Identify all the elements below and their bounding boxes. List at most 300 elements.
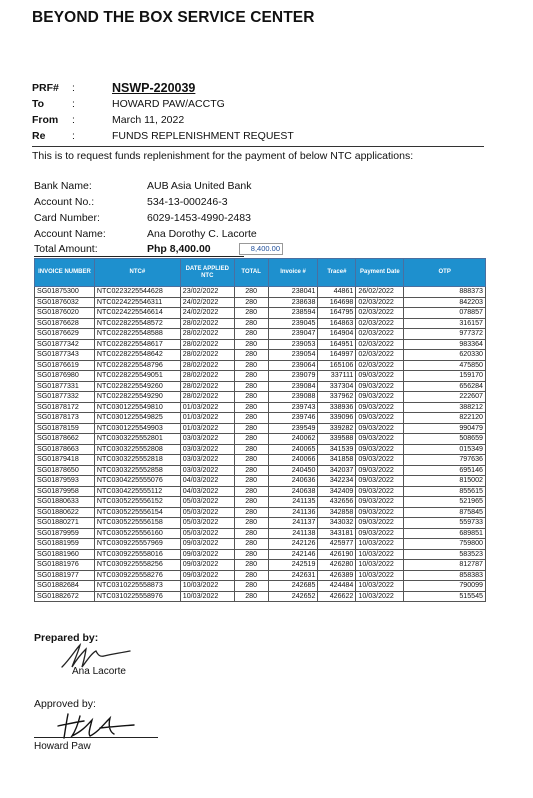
otp-cell: 388212 bbox=[404, 402, 486, 413]
otp-cell: 015349 bbox=[404, 444, 486, 455]
invoice-number-cell: SG01876020 bbox=[35, 308, 95, 319]
otp-cell: 822120 bbox=[404, 413, 486, 424]
total-cell: 280 bbox=[234, 465, 268, 476]
otp-cell: 078857 bbox=[404, 308, 486, 319]
invoice-number-cell: SG01882684 bbox=[35, 581, 95, 592]
invoice-number-cell: SG01880271 bbox=[35, 518, 95, 529]
memo-colon: : bbox=[72, 82, 75, 94]
invoice-num-cell: 239088 bbox=[268, 392, 318, 403]
trace-number-cell: 164904 bbox=[318, 329, 356, 340]
payment-date-cell: 09/03/2022 bbox=[356, 371, 404, 382]
table-header-row bbox=[35, 259, 486, 287]
total-cell: 280 bbox=[234, 350, 268, 361]
date-applied-cell: 10/03/2022 bbox=[180, 591, 234, 602]
trace-number-cell: 337111 bbox=[318, 371, 356, 382]
col-header: INVOICE NUMBER bbox=[35, 259, 95, 287]
invoice-num-cell: 238638 bbox=[268, 297, 318, 308]
payment-date-cell: 09/03/2022 bbox=[356, 497, 404, 508]
col-header: Trace# bbox=[318, 259, 356, 287]
ntc-number-cell: NTC0228225549051 bbox=[94, 371, 180, 382]
bank-value: Ana Dorothy C. Lacorte bbox=[147, 228, 257, 240]
invoice-number-cell: SG01878159 bbox=[35, 423, 95, 434]
bank-label: Account No.: bbox=[34, 196, 95, 208]
payment-date-cell: 02/03/2022 bbox=[356, 329, 404, 340]
prf-number: NSWP-220039 bbox=[112, 81, 196, 95]
total-cell: 280 bbox=[234, 455, 268, 466]
date-applied-cell: 03/03/2022 bbox=[180, 444, 234, 455]
trace-number-cell: 432656 bbox=[318, 497, 356, 508]
table-row bbox=[35, 350, 486, 361]
invoice-num-cell: 238594 bbox=[268, 308, 318, 319]
otp-cell: 855615 bbox=[404, 486, 486, 497]
payment-date-cell: 02/03/2022 bbox=[356, 350, 404, 361]
date-applied-cell: 09/03/2022 bbox=[180, 549, 234, 560]
invoice-num-cell: 239549 bbox=[268, 423, 318, 434]
payment-date-cell: 09/03/2022 bbox=[356, 444, 404, 455]
memo-colon: : bbox=[72, 98, 75, 110]
date-applied-cell: 24/02/2022 bbox=[180, 297, 234, 308]
total-cell: 280 bbox=[234, 518, 268, 529]
memo-row-from bbox=[32, 112, 294, 128]
payment-date-cell: 09/03/2022 bbox=[356, 528, 404, 539]
invoice-number-cell: SG01878662 bbox=[35, 434, 95, 445]
ntc-number-cell: NTC0228225548572 bbox=[94, 318, 180, 329]
prepared-by-name: Ana Lacorte bbox=[72, 666, 126, 677]
date-applied-cell: 05/03/2022 bbox=[180, 497, 234, 508]
trace-number-cell: 341539 bbox=[318, 444, 356, 455]
total-divider bbox=[34, 256, 244, 257]
payment-date-cell: 26/02/2022 bbox=[356, 287, 404, 298]
table-row bbox=[35, 507, 486, 518]
otp-cell: 515545 bbox=[404, 591, 486, 602]
invoice-number-cell: SG01876628 bbox=[35, 318, 95, 329]
invoice-num-cell: 239743 bbox=[268, 402, 318, 413]
invoice-number-cell: SG01879959 bbox=[35, 528, 95, 539]
total-cell: 280 bbox=[234, 560, 268, 571]
trace-number-cell: 426280 bbox=[318, 560, 356, 571]
date-applied-cell: 05/03/2022 bbox=[180, 528, 234, 539]
ntc-number-cell: NTC0301225549810 bbox=[94, 402, 180, 413]
invoice-num-cell: 241135 bbox=[268, 497, 318, 508]
bank-label: Bank Name: bbox=[34, 180, 92, 192]
memo-row-re bbox=[32, 128, 294, 144]
invoice-num-cell: 240065 bbox=[268, 444, 318, 455]
total-value: Php 8,400.00 bbox=[147, 243, 211, 255]
otp-cell: 316157 bbox=[404, 318, 486, 329]
invoice-num-cell: 239054 bbox=[268, 350, 318, 361]
invoice-num-cell: 239746 bbox=[268, 413, 318, 424]
table-row bbox=[35, 392, 486, 403]
table-row bbox=[35, 560, 486, 571]
trace-number-cell: 339096 bbox=[318, 413, 356, 424]
table-row bbox=[35, 329, 486, 340]
date-applied-cell: 28/02/2022 bbox=[180, 392, 234, 403]
invoice-number-cell: SG01881959 bbox=[35, 539, 95, 550]
table-row bbox=[35, 528, 486, 539]
invoice-number-cell: SG01881976 bbox=[35, 560, 95, 571]
col-header: NTC# bbox=[94, 259, 180, 287]
memo-colon: : bbox=[72, 114, 75, 126]
table-row bbox=[35, 297, 486, 308]
invoice-num-cell: 239079 bbox=[268, 371, 318, 382]
ntc-number-cell: NTC0309225557969 bbox=[94, 539, 180, 550]
bank-value: AUB Asia United Bank bbox=[147, 180, 252, 192]
ntc-number-cell: NTC0310225558873 bbox=[94, 581, 180, 592]
otp-cell: 977372 bbox=[404, 329, 486, 340]
otp-cell: 812787 bbox=[404, 560, 486, 571]
ntc-number-cell: NTC0228225548588 bbox=[94, 329, 180, 340]
table-row bbox=[35, 581, 486, 592]
invoice-number-cell: SG01879593 bbox=[35, 476, 95, 487]
invoice-num-cell: 239064 bbox=[268, 360, 318, 371]
col-header: TOTAL bbox=[234, 259, 268, 287]
total-cell: 280 bbox=[234, 339, 268, 350]
date-applied-cell: 09/03/2022 bbox=[180, 539, 234, 550]
total-cell: 280 bbox=[234, 297, 268, 308]
bank-row bbox=[34, 178, 257, 194]
otp-cell: 559733 bbox=[404, 518, 486, 529]
table-row bbox=[35, 381, 486, 392]
trace-number-cell: 342858 bbox=[318, 507, 356, 518]
invoice-number-cell: SG01875300 bbox=[35, 287, 95, 298]
invoice-number-cell: SG01877331 bbox=[35, 381, 95, 392]
otp-cell: 759800 bbox=[404, 539, 486, 550]
memo-label: From bbox=[32, 114, 59, 126]
invoice-number-cell: SG01879418 bbox=[35, 455, 95, 466]
table-row bbox=[35, 423, 486, 434]
company-name: BEYOND THE BOX SERVICE CENTER bbox=[32, 9, 315, 26]
date-applied-cell: 01/03/2022 bbox=[180, 423, 234, 434]
invoice-number-cell: SG01878173 bbox=[35, 413, 95, 424]
trace-number-cell: 164863 bbox=[318, 318, 356, 329]
total-cell: 280 bbox=[234, 308, 268, 319]
trace-number-cell: 425977 bbox=[318, 539, 356, 550]
bank-row bbox=[34, 194, 257, 210]
ntc-number-cell: NTC0303225552858 bbox=[94, 465, 180, 476]
date-applied-cell: 28/02/2022 bbox=[180, 339, 234, 350]
invoice-num-cell: 239053 bbox=[268, 339, 318, 350]
approved-by-name: Howard Paw bbox=[34, 741, 91, 752]
payment-date-cell: 09/03/2022 bbox=[356, 476, 404, 487]
trace-number-cell: 426389 bbox=[318, 570, 356, 581]
date-applied-cell: 09/03/2022 bbox=[180, 560, 234, 571]
payment-date-cell: 09/03/2022 bbox=[356, 402, 404, 413]
approved-by-label: Approved by: bbox=[34, 698, 96, 710]
memo-label: To bbox=[32, 98, 45, 110]
date-applied-cell: 03/03/2022 bbox=[180, 465, 234, 476]
total-cell: 8,400.00 bbox=[239, 243, 283, 255]
invoice-num-cell: 238041 bbox=[268, 287, 318, 298]
trace-number-cell: 164698 bbox=[318, 297, 356, 308]
payment-date-cell: 09/03/2022 bbox=[356, 518, 404, 529]
ntc-number-cell: NTC0303225552818 bbox=[94, 455, 180, 466]
table-row bbox=[35, 476, 486, 487]
invoice-num-cell: 242631 bbox=[268, 570, 318, 581]
ntc-number-cell: NTC0310225558976 bbox=[94, 591, 180, 602]
ntc-number-cell: NTC0305225556154 bbox=[94, 507, 180, 518]
total-amount bbox=[34, 242, 283, 256]
ntc-table bbox=[34, 258, 486, 602]
date-applied-cell: 03/03/2022 bbox=[180, 455, 234, 466]
otp-cell: 815002 bbox=[404, 476, 486, 487]
invoice-number-cell: SG01882672 bbox=[35, 591, 95, 602]
approved-by-signature bbox=[54, 710, 144, 740]
trace-number-cell: 337304 bbox=[318, 381, 356, 392]
memo-label: Re bbox=[32, 130, 46, 142]
date-applied-cell: 04/03/2022 bbox=[180, 476, 234, 487]
trace-number-cell: 426190 bbox=[318, 549, 356, 560]
invoice-number-cell: SG01878650 bbox=[35, 465, 95, 476]
invoice-number-cell: SG01876980 bbox=[35, 371, 95, 382]
table-row bbox=[35, 308, 486, 319]
payment-date-cell: 02/03/2022 bbox=[356, 318, 404, 329]
memo-row-to bbox=[32, 96, 294, 112]
otp-cell: 983364 bbox=[404, 339, 486, 350]
invoice-number-cell: SG01877343 bbox=[35, 350, 95, 361]
invoice-number-cell: SG01881977 bbox=[35, 570, 95, 581]
table-row bbox=[35, 339, 486, 350]
invoice-num-cell: 242652 bbox=[268, 591, 318, 602]
date-applied-cell: 28/02/2022 bbox=[180, 329, 234, 340]
date-applied-cell: 28/02/2022 bbox=[180, 318, 234, 329]
ntc-number-cell: NTC0224225546311 bbox=[94, 297, 180, 308]
payment-date-cell: 09/03/2022 bbox=[356, 455, 404, 466]
table-row bbox=[35, 318, 486, 329]
otp-cell: 875845 bbox=[404, 507, 486, 518]
payment-date-cell: 09/03/2022 bbox=[356, 465, 404, 476]
col-header: Invoice # bbox=[268, 259, 318, 287]
table-row bbox=[35, 549, 486, 560]
otp-cell: 475850 bbox=[404, 360, 486, 371]
trace-number-cell: 337962 bbox=[318, 392, 356, 403]
otp-cell: 656284 bbox=[404, 381, 486, 392]
trace-number-cell: 164795 bbox=[318, 308, 356, 319]
total-cell: 280 bbox=[234, 570, 268, 581]
bank-row bbox=[34, 210, 257, 226]
otp-cell: 159170 bbox=[404, 371, 486, 382]
total-cell: 280 bbox=[234, 444, 268, 455]
date-applied-cell: 01/03/2022 bbox=[180, 402, 234, 413]
col-header: Payment Date bbox=[356, 259, 404, 287]
otp-cell: 842203 bbox=[404, 297, 486, 308]
date-applied-cell: 28/02/2022 bbox=[180, 360, 234, 371]
date-applied-cell: 05/03/2022 bbox=[180, 518, 234, 529]
trace-number-cell: 342234 bbox=[318, 476, 356, 487]
invoice-number-cell: SG01877332 bbox=[35, 392, 95, 403]
memo-header bbox=[32, 80, 294, 144]
memo-to-value: HOWARD PAW/ACCTG bbox=[112, 98, 225, 110]
bank-details bbox=[34, 178, 257, 242]
total-cell: 280 bbox=[234, 434, 268, 445]
invoice-number-cell: SG01878172 bbox=[35, 402, 95, 413]
total-cell: 280 bbox=[234, 497, 268, 508]
total-cell: 280 bbox=[234, 507, 268, 518]
date-applied-cell: 28/02/2022 bbox=[180, 371, 234, 382]
otp-cell: 888373 bbox=[404, 287, 486, 298]
memo-colon: : bbox=[72, 130, 75, 142]
total-cell: 280 bbox=[234, 318, 268, 329]
date-applied-cell: 28/02/2022 bbox=[180, 381, 234, 392]
ntc-number-cell: NTC0305225556160 bbox=[94, 528, 180, 539]
invoice-num-cell: 239084 bbox=[268, 381, 318, 392]
approved-by-line bbox=[34, 737, 158, 738]
invoice-number-cell: SG01876629 bbox=[35, 329, 95, 340]
payment-date-cell: 10/03/2022 bbox=[356, 560, 404, 571]
total-cell: 280 bbox=[234, 392, 268, 403]
invoice-number-cell: SG01880633 bbox=[35, 497, 95, 508]
date-applied-cell: 10/03/2022 bbox=[180, 581, 234, 592]
ntc-number-cell: NTC0228225548617 bbox=[94, 339, 180, 350]
invoice-num-cell: 240638 bbox=[268, 486, 318, 497]
payment-date-cell: 02/03/2022 bbox=[356, 360, 404, 371]
total-label: Total Amount: bbox=[34, 243, 98, 255]
table-row bbox=[35, 434, 486, 445]
col-header: OTP bbox=[404, 259, 486, 287]
invoice-num-cell: 240062 bbox=[268, 434, 318, 445]
table-row bbox=[35, 287, 486, 298]
trace-number-cell: 164997 bbox=[318, 350, 356, 361]
trace-number-cell: 424484 bbox=[318, 581, 356, 592]
bank-label: Account Name: bbox=[34, 228, 106, 240]
ntc-number-cell: NTC0301225549825 bbox=[94, 413, 180, 424]
ntc-number-cell: NTC0228225549290 bbox=[94, 392, 180, 403]
payment-date-cell: 02/03/2022 bbox=[356, 339, 404, 350]
otp-cell: 689851 bbox=[404, 528, 486, 539]
bank-value: 6029-1453-4990-2483 bbox=[147, 212, 251, 224]
trace-number-cell: 342409 bbox=[318, 486, 356, 497]
ntc-number-cell: NTC0228225549260 bbox=[94, 381, 180, 392]
ntc-number-cell: NTC0228225548796 bbox=[94, 360, 180, 371]
table-row bbox=[35, 518, 486, 529]
ntc-number-cell: NTC0228225548642 bbox=[94, 350, 180, 361]
payment-date-cell: 09/03/2022 bbox=[356, 423, 404, 434]
col-header: DATE APPLIED NTC bbox=[180, 259, 234, 287]
invoice-number-cell: SG01876032 bbox=[35, 297, 95, 308]
table-row bbox=[35, 402, 486, 413]
invoice-num-cell: 241137 bbox=[268, 518, 318, 529]
total-cell: 280 bbox=[234, 486, 268, 497]
invoice-number-cell: SG01877342 bbox=[35, 339, 95, 350]
total-cell: 280 bbox=[234, 591, 268, 602]
payment-date-cell: 10/03/2022 bbox=[356, 591, 404, 602]
table-row bbox=[35, 455, 486, 466]
invoice-num-cell: 239045 bbox=[268, 318, 318, 329]
payment-date-cell: 02/03/2022 bbox=[356, 308, 404, 319]
table-row bbox=[35, 371, 486, 382]
memo-divider bbox=[32, 146, 484, 147]
otp-cell: 620330 bbox=[404, 350, 486, 361]
table-body bbox=[35, 287, 486, 602]
total-cell: 280 bbox=[234, 539, 268, 550]
ntc-number-cell: NTC0301225549903 bbox=[94, 423, 180, 434]
table-row bbox=[35, 539, 486, 550]
otp-cell: 521965 bbox=[404, 497, 486, 508]
payment-date-cell: 09/03/2022 bbox=[356, 381, 404, 392]
ntc-number-cell: NTC0304225555076 bbox=[94, 476, 180, 487]
total-cell: 280 bbox=[234, 549, 268, 560]
payment-date-cell: 10/03/2022 bbox=[356, 549, 404, 560]
invoice-num-cell: 242685 bbox=[268, 581, 318, 592]
trace-number-cell: 339282 bbox=[318, 423, 356, 434]
date-applied-cell: 28/02/2022 bbox=[180, 350, 234, 361]
total-cell: 280 bbox=[234, 528, 268, 539]
total-cell: 280 bbox=[234, 381, 268, 392]
bank-value: 534-13-000246-3 bbox=[147, 196, 228, 208]
table-row bbox=[35, 591, 486, 602]
ntc-number-cell: NTC0305225556158 bbox=[94, 518, 180, 529]
date-applied-cell: 09/03/2022 bbox=[180, 570, 234, 581]
ntc-number-cell: NTC0224225546614 bbox=[94, 308, 180, 319]
trace-number-cell: 44861 bbox=[318, 287, 356, 298]
invoice-num-cell: 240450 bbox=[268, 465, 318, 476]
trace-number-cell: 426622 bbox=[318, 591, 356, 602]
ntc-number-cell: NTC0309225558276 bbox=[94, 570, 180, 581]
trace-number-cell: 342037 bbox=[318, 465, 356, 476]
otp-cell: 790099 bbox=[404, 581, 486, 592]
table-row bbox=[35, 570, 486, 581]
table-row bbox=[35, 413, 486, 424]
trace-number-cell: 343181 bbox=[318, 528, 356, 539]
date-applied-cell: 24/02/2022 bbox=[180, 308, 234, 319]
invoice-num-cell: 242126 bbox=[268, 539, 318, 550]
bank-row bbox=[34, 226, 257, 242]
total-cell: 280 bbox=[234, 402, 268, 413]
otp-cell: 583523 bbox=[404, 549, 486, 560]
otp-cell: 695146 bbox=[404, 465, 486, 476]
total-cell: 280 bbox=[234, 329, 268, 340]
payment-date-cell: 09/03/2022 bbox=[356, 413, 404, 424]
table-row bbox=[35, 465, 486, 476]
invoice-num-cell: 241136 bbox=[268, 507, 318, 518]
date-applied-cell: 04/03/2022 bbox=[180, 486, 234, 497]
payment-date-cell: 10/03/2022 bbox=[356, 570, 404, 581]
table-row bbox=[35, 486, 486, 497]
payment-date-cell: 10/03/2022 bbox=[356, 581, 404, 592]
table-row bbox=[35, 497, 486, 508]
payment-date-cell: 09/03/2022 bbox=[356, 507, 404, 518]
invoice-number-cell: SG01878663 bbox=[35, 444, 95, 455]
ntc-number-cell: NTC0304225555112 bbox=[94, 486, 180, 497]
invoice-num-cell: 239047 bbox=[268, 329, 318, 340]
memo-label: PRF# bbox=[32, 82, 59, 94]
memo-from-value: March 11, 2022 bbox=[112, 114, 185, 126]
date-applied-cell: 03/03/2022 bbox=[180, 434, 234, 445]
payment-date-cell: 09/03/2022 bbox=[356, 392, 404, 403]
ntc-number-cell: NTC0223225544628 bbox=[94, 287, 180, 298]
payment-date-cell: 09/03/2022 bbox=[356, 486, 404, 497]
ntc-number-cell: NTC0305225556152 bbox=[94, 497, 180, 508]
bank-label: Card Number: bbox=[34, 212, 100, 224]
invoice-num-cell: 240636 bbox=[268, 476, 318, 487]
total-cell: 280 bbox=[234, 287, 268, 298]
table-row bbox=[35, 444, 486, 455]
otp-cell: 990479 bbox=[404, 423, 486, 434]
ntc-number-cell: NTC0309225558016 bbox=[94, 549, 180, 560]
trace-number-cell: 339588 bbox=[318, 434, 356, 445]
otp-cell: 797636 bbox=[404, 455, 486, 466]
prepared-by-label: Prepared by: bbox=[34, 632, 99, 644]
otp-cell: 858383 bbox=[404, 570, 486, 581]
table-row bbox=[35, 360, 486, 371]
invoice-number-cell: SG01876619 bbox=[35, 360, 95, 371]
invoice-number-cell: SG01880622 bbox=[35, 507, 95, 518]
date-applied-cell: 23/02/2022 bbox=[180, 287, 234, 298]
memo-re-value: FUNDS REPLENISHMENT REQUEST bbox=[112, 130, 294, 142]
otp-cell: 222607 bbox=[404, 392, 486, 403]
date-applied-cell: 01/03/2022 bbox=[180, 413, 234, 424]
trace-number-cell: 164951 bbox=[318, 339, 356, 350]
ntc-number-cell: NTC0303225552808 bbox=[94, 444, 180, 455]
